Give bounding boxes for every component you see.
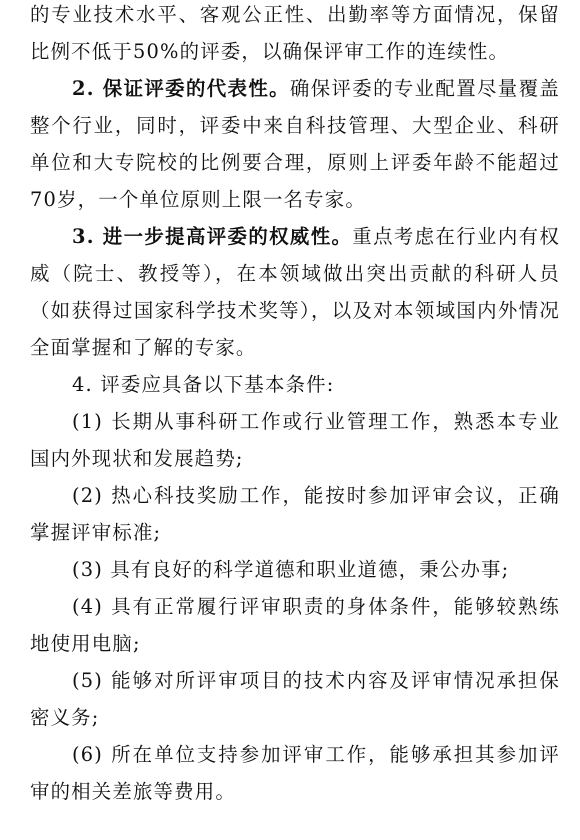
condition-4 (30, 588, 560, 662)
condition-3-text: (3) 具有良好的科学道德和职业道德，秉公办事; (72, 558, 510, 581)
condition-5-text: (5) 能够对所评审项目的技术内容及评审情况承担保密义务; (30, 669, 560, 729)
item-2-body: 确保评委的专业配置尽量覆盖整个行业，同时，评委中来自科技管理、大型企业、科研单位和大专院校的比例要合理，原则上评委年龄不能超过 70岁，一个单位原则上限一名专家。 (30, 77, 560, 211)
condition-6-text: (6) 所在单位支持参加评审工作，能够承担其参加评审的相关差旅等费用。 (30, 743, 560, 803)
condition-2-text: (2) 热心科技奖励工作，能按时参加评审会议，正确掌握评审标准; (30, 484, 560, 544)
item-3-heading: 3. 进一步提高评委的权威性。 (72, 225, 353, 248)
item-4-paragraph (30, 366, 560, 403)
item-2-paragraph (30, 70, 560, 218)
condition-1-text: (1) 长期从事科研工作或行业管理工作，熟悉本专业国内外现状和发展趋势; (30, 410, 560, 470)
item-3-paragraph (30, 218, 560, 366)
condition-5 (30, 662, 560, 736)
condition-1 (30, 403, 560, 477)
condition-4-text: (4) 具有正常履行评审职责的身体条件，能够较熟练地使用电脑; (30, 595, 560, 655)
condition-3 (30, 551, 560, 588)
item-3-body: 重点考虑在行业内有权威（院士、教授等），在本领域做出突出贡献的科研人员（如获得过国家科学技术奖等），以及对本领域国内外情况全面掌握和了解的专家。 (30, 225, 561, 359)
item-2-heading: 2. 保证评委的代表性。 (72, 77, 290, 100)
condition-2 (30, 477, 560, 551)
paragraph-continuation-text: 的专业技术水平、客观公正性、出勤率等方面情况，保留比例不低于50%的评委，以确保评审工作的连续性。 (30, 3, 560, 63)
paragraph-continuation (30, 0, 560, 70)
item-4-heading: 4. 评委应具备以下基本条件: (72, 373, 335, 396)
condition-6 (30, 736, 560, 810)
